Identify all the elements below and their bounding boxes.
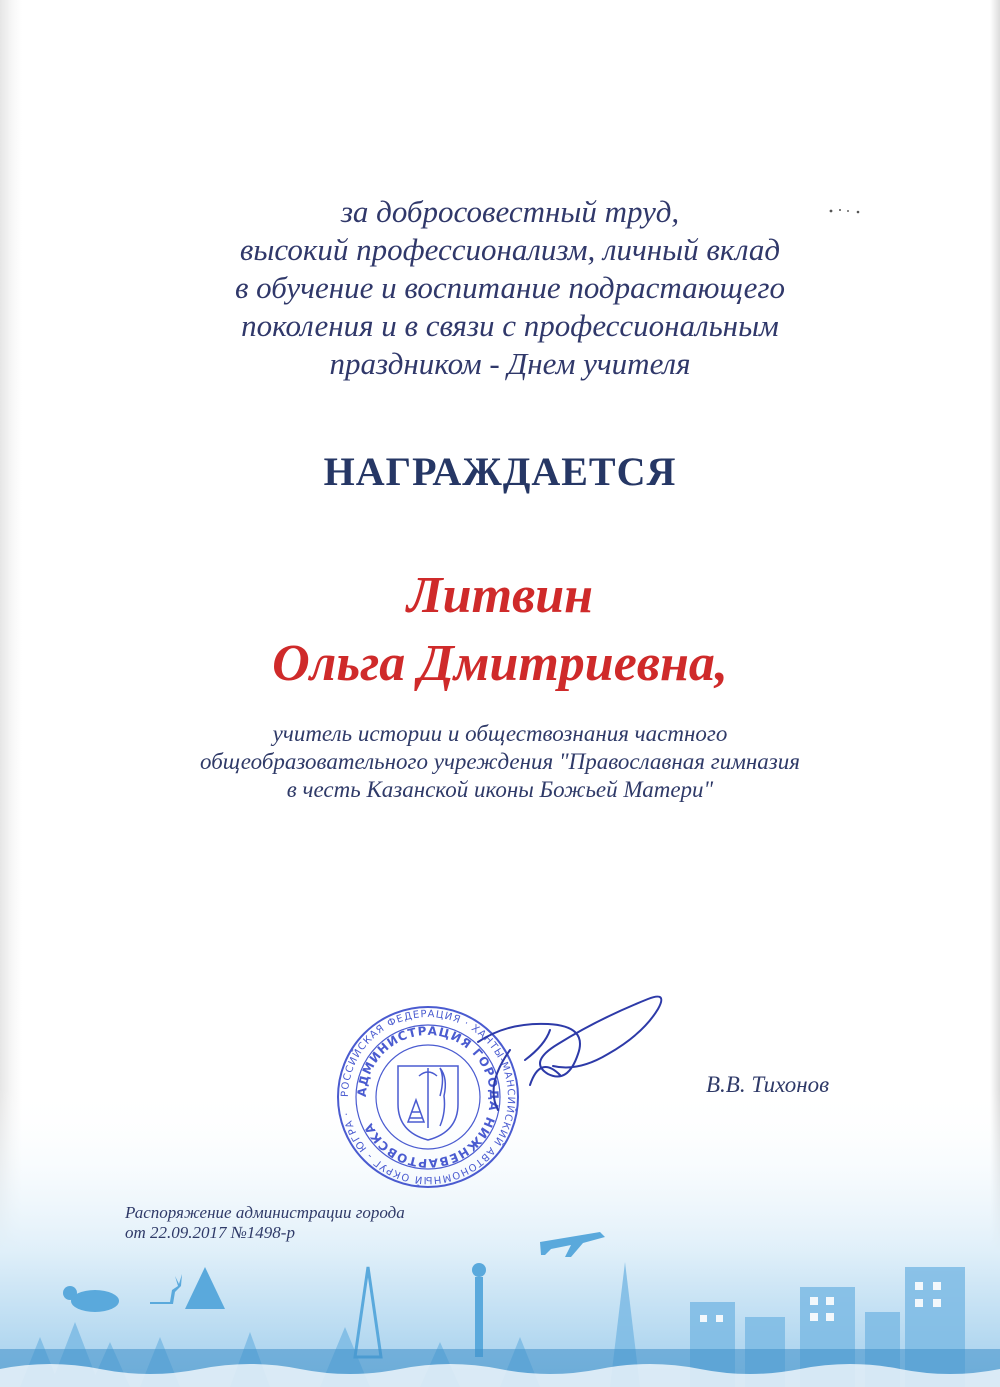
award-reason-line: за добросовестный труд, (340, 194, 680, 229)
awarded-heading: НАГРАЖДАЕТСЯ (323, 449, 677, 494)
seal-outer-text: РОССИЙСКАЯ ФЕДЕРАЦИЯ · ХАНТЫ-МАНСИЙСКИЙ АВТОНОМНЫЙ ОКРУГ - ЮГРА · (339, 1008, 517, 1186)
position-line: в честь Казанской иконы Божьей Матери" (286, 777, 714, 802)
order-line: от 22.09.2017 №1498-р (125, 1223, 295, 1242)
award-reason-line: в обучение и воспитание подрастающего (234, 270, 786, 305)
recipient-surname: Литвин (406, 567, 594, 624)
award-reason (150, 193, 870, 383)
award-reason-line: высокий профессионализм, личный вклад (239, 232, 781, 267)
seal-emblem (398, 1066, 458, 1140)
position-line: учитель истории и обществознания частного (272, 721, 728, 746)
signatory-name: В.В. Тихонов (706, 1072, 830, 1097)
polar-bear-icon (71, 1290, 119, 1312)
recipient-name: Ольга Дмитриевна, (272, 635, 728, 692)
seal-inner-text: АДМИНИСТРАЦИЯ ГОРОДА НИЖНЕВАРТОВСКА (354, 1023, 502, 1171)
order-line: Распоряжение администрации города (125, 1203, 405, 1222)
signature (470, 990, 690, 1120)
order-reference (125, 1203, 405, 1243)
award-reason-line: поколения и в связи с профессиональным (241, 308, 779, 343)
recipient-position (100, 720, 900, 804)
award-reason-line: праздником - Днем учителя (329, 346, 691, 381)
position-line: общеобразовательного учреждения "Православная гимназия (200, 749, 800, 774)
